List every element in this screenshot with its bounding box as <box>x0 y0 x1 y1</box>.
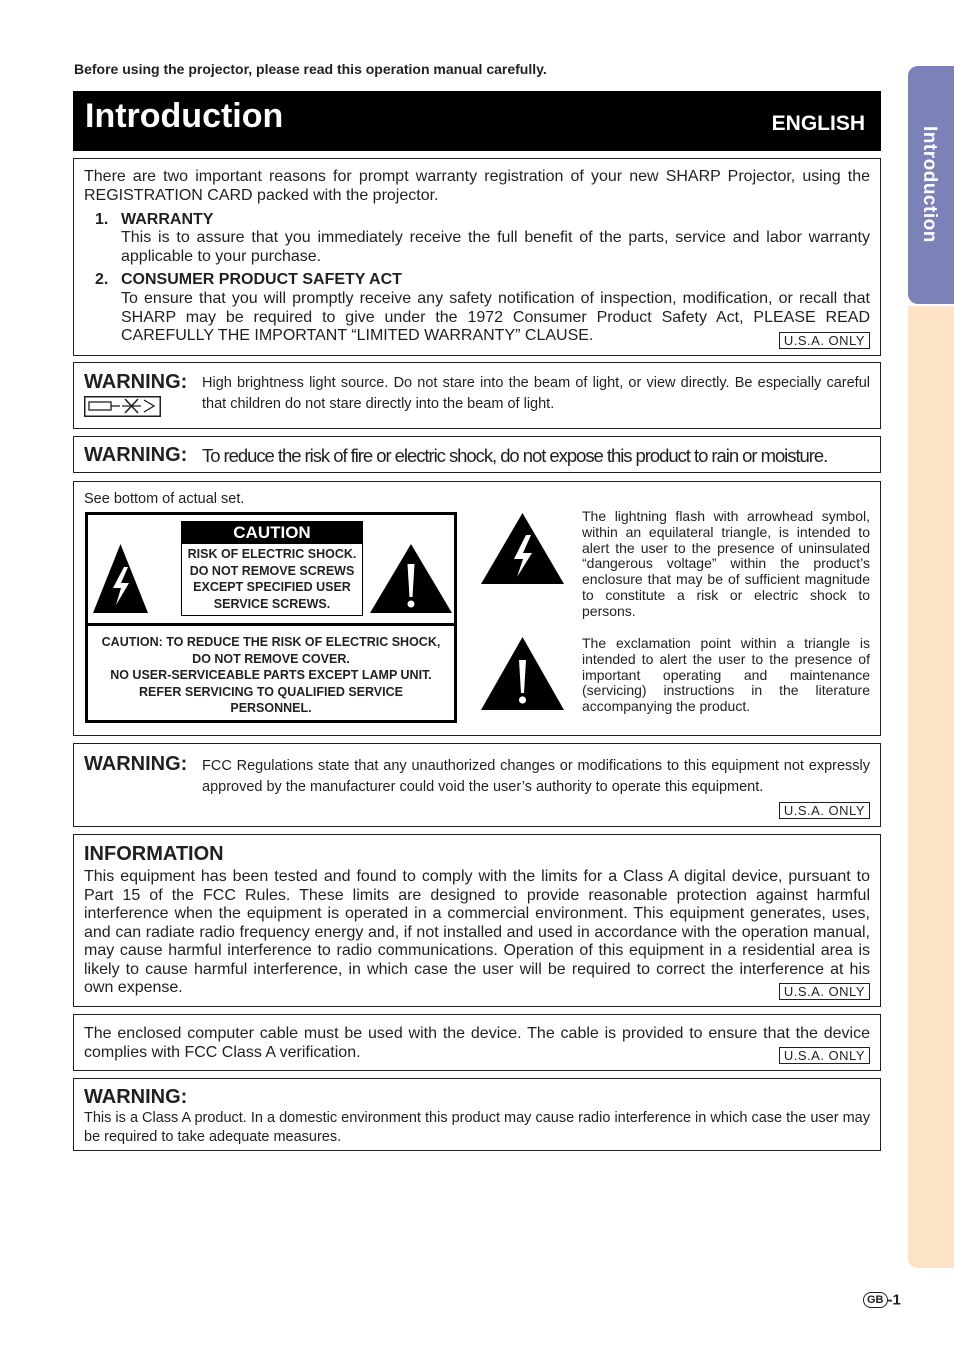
caution-line: RISK OF ELECTRIC SHOCK. <box>187 547 357 561</box>
side-tab-strip <box>908 306 954 1268</box>
item1-title: WARRANTY <box>121 211 214 228</box>
page-number-value: -1 <box>887 1291 901 1309</box>
warning-label: WARNING: <box>84 1086 188 1108</box>
warning-moisture-text: To reduce the risk of fire or electric shock, do not expose this product to rain or moisture. <box>202 445 828 466</box>
exclamation-triangle-icon <box>368 542 454 615</box>
warning-fcc-text: FCC Regulations state that any unauthorized changes or modifications to this equipment not expressly approved by the manufacturer could void the user’s authority to operate this equipment. <box>202 758 870 795</box>
lightning-triangle-icon <box>91 542 150 615</box>
caution-divider <box>88 623 454 626</box>
warning-label: WARNING: <box>84 371 188 393</box>
caution-label <box>85 512 457 723</box>
caution-bottom-line: DO NOT REMOVE COVER. <box>192 651 350 666</box>
warning-light-box <box>73 362 881 429</box>
information-heading: INFORMATION <box>84 843 224 865</box>
side-tab-label: Introduction <box>919 126 940 243</box>
caution-panel <box>181 521 363 616</box>
warning-class-a-box <box>73 1078 881 1151</box>
warranty-box <box>73 158 881 356</box>
caution-bottom-line: CAUTION: TO REDUCE THE RISK OF ELECTRIC SHOCK, <box>101 635 441 649</box>
cable-text: The enclosed computer cable must be used with the device. The cable is provided to ensure that the device complies with FCC Class A verification. <box>84 1025 870 1061</box>
item2-number: 2. <box>95 271 109 288</box>
exclamation-triangle-icon <box>479 635 566 712</box>
caution-bottom-line: REFER SERVICING TO QUALIFIED SERVICE <box>139 684 403 699</box>
item1-number: 1. <box>95 211 109 228</box>
caution-line: SERVICE SCREWS. <box>213 596 331 611</box>
usa-only-badge: U.S.A. ONLY <box>779 332 870 349</box>
usa-only-badge: U.S.A. ONLY <box>779 802 870 819</box>
laser-beam-icon <box>84 396 161 417</box>
gb-region-badge: GB <box>863 1292 888 1308</box>
item1-text: This is to assure that you immediately receive the full benefit of the parts, service and labor warranty applicable to your purchase. <box>121 229 870 265</box>
page-number <box>863 1291 901 1309</box>
usa-only-badge: U.S.A. ONLY <box>779 983 870 1000</box>
title-bar <box>73 91 881 151</box>
page-title: Introduction <box>85 97 284 135</box>
cable-box <box>73 1014 881 1071</box>
language-label: ENGLISH <box>771 112 865 135</box>
lightning-triangle-icon <box>479 511 566 586</box>
warning-label: WARNING: <box>84 753 188 775</box>
warning-fcc-box <box>73 743 881 827</box>
item2-title: CONSUMER PRODUCT SAFETY ACT <box>121 271 402 288</box>
top-note: Before using the projector, please read this operation manual carefully. <box>74 61 547 77</box>
caution-line: DO NOT REMOVE SCREWS <box>189 563 355 578</box>
caution-title: CAUTION <box>182 522 362 544</box>
exclamation-symbol-description: The exclamation point within a triangle is intended to alert the user to the presence of important operating and maintenance (servicing) instructions in the literature accompanying the product. <box>582 635 870 715</box>
warning-moisture-box <box>73 436 881 473</box>
warning-light-text: High brightness light source. Do not stare into the beam of light, or view directly. Be especially careful that children do not stare directly into the beam of light. <box>202 375 870 412</box>
caution-line: EXCEPT SPECIFIED USER <box>193 580 351 594</box>
information-box <box>73 834 881 1007</box>
usa-only-badge: U.S.A. ONLY <box>779 1047 870 1064</box>
warning-class-a-text: This is a Class A product. In a domestic environment this product may cause radio interference in which case the user may be required to take adequate measures. <box>84 1110 870 1145</box>
item2-text: To ensure that you will promptly receive any safety notification of inspection, modification, or recall that SHARP may be required to give under the 1972 Consumer Product Safety Act, PLEASE READ CAREFULLY THE IMPORTANT “LIMITED WARRANTY” CLAUSE. <box>121 290 870 344</box>
warning-label: WARNING: <box>84 444 188 466</box>
see-bottom-note: See bottom of actual set. <box>84 491 245 507</box>
symbols-box <box>73 481 881 736</box>
lightning-symbol-description: The lightning flash with arrowhead symbol, within an equilateral triangle, is intended to alert the user to the presence of uninsulated “dangerous voltage” within the product’s enclosure that may be of sufficient magnitude to constitute a risk or electric shock to persons. <box>582 508 870 619</box>
warranty-intro: There are two important reasons for prompt warranty registration of your new SHARP Projector, using the REGISTRATION CARD packed with the projector. <box>84 168 870 204</box>
caution-bottom-line: NO USER-SERVICEABLE PARTS EXCEPT LAMP UNIT. <box>110 668 432 682</box>
caution-bottom-line: PERSONNEL. <box>230 701 312 715</box>
information-text: This equipment has been tested and found to comply with the limits for a Class A digital device, pursuant to Part 15 of the FCC Rules. These limits are designed to provide reasonable protection against harmful interference when the equipment is operated in a commercial environment. This equipment generates, uses, and can radiate radio frequency energy and, if not installed and used in accordance with the operation manual, may cause harmful interference to radio communications. Operation of this equipment in a residential area is likely to cause harmful interference, in which case the user will be required to correct the interference at his own expense. <box>84 868 870 996</box>
